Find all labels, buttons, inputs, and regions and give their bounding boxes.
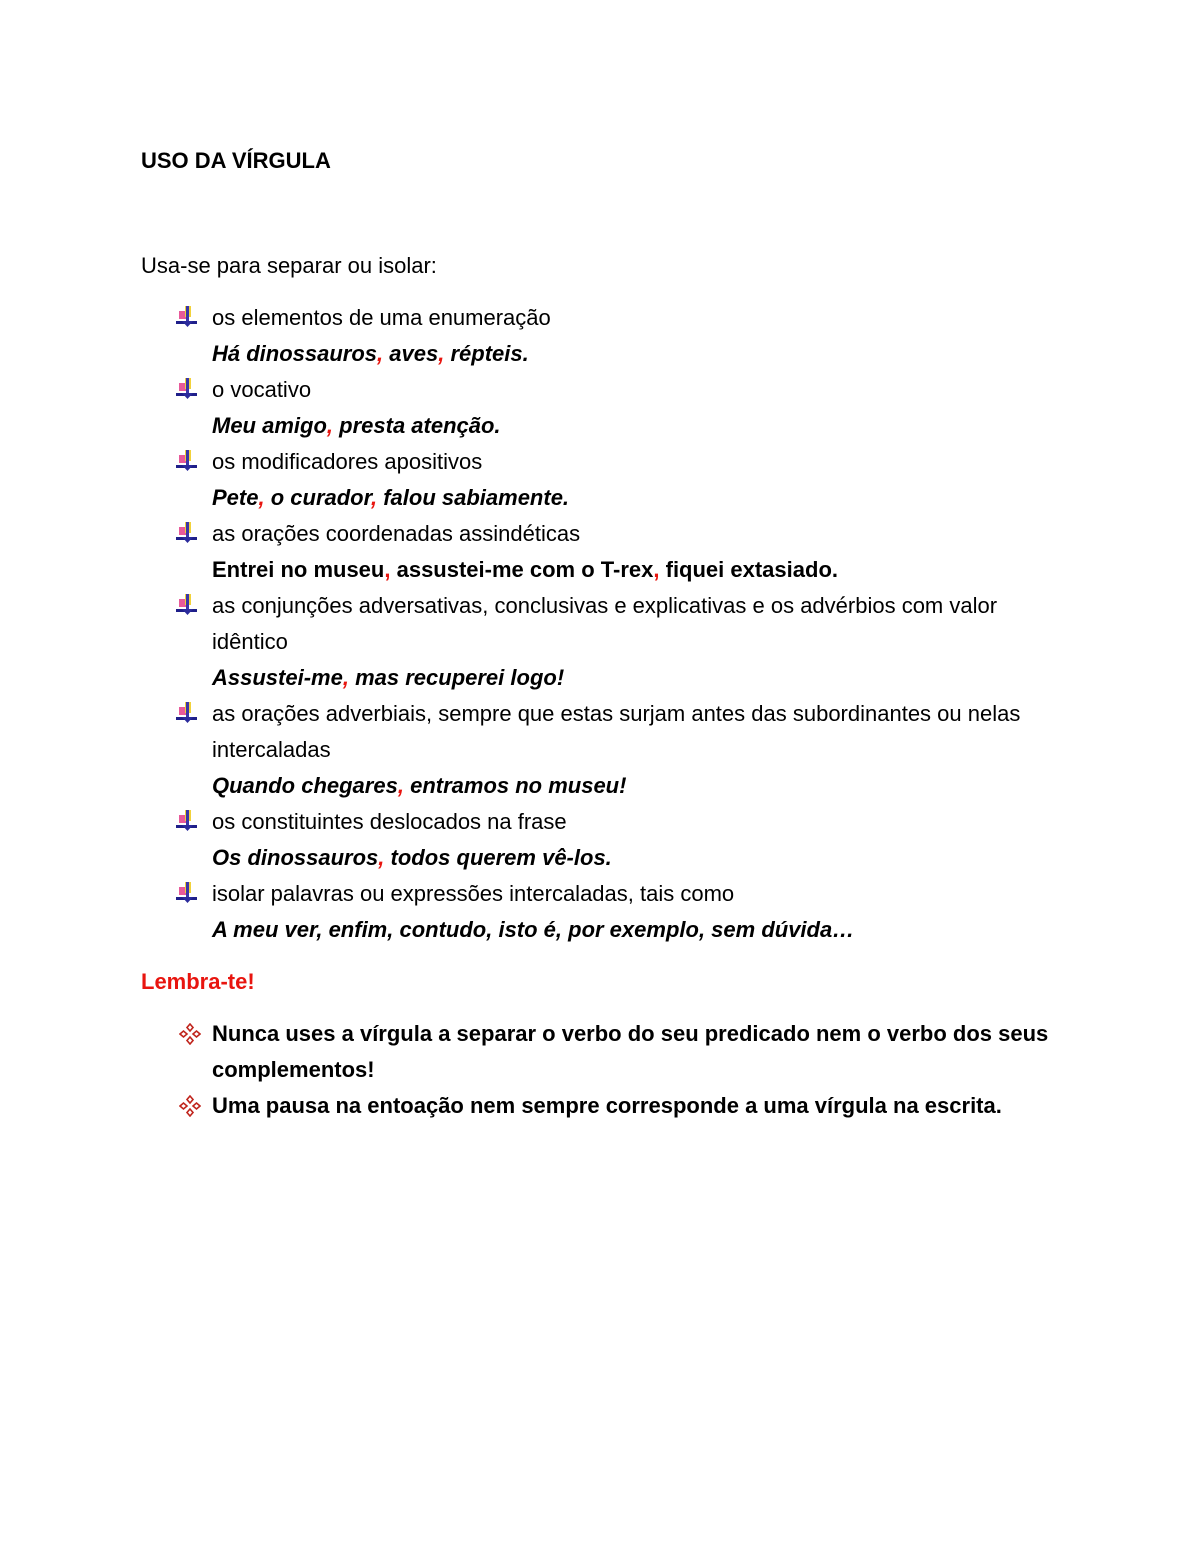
rule-text: as conjunções adversativas, conclusivas e explicativas e os advérbios com valor idêntico (212, 593, 998, 654)
example-comma: , (258, 485, 265, 510)
rule-item (0, 516, 1072, 588)
arrow-bullet-icon (174, 700, 200, 726)
arrow-bullet-icon (174, 520, 200, 546)
reminder-heading: Lembra-te! (141, 969, 255, 994)
example-segment: Meu amigo (212, 413, 327, 438)
example-segment: répteis. (444, 341, 529, 366)
rule-text: as orações adverbiais, sempre que estas surjam antes das subordinantes ou nelas intercaladas (212, 701, 1021, 762)
rule-example (212, 912, 1072, 948)
example-segment: Assustei-me (212, 665, 343, 690)
rule-item (0, 876, 1072, 948)
example-segment: todos querem vê-los. (384, 845, 612, 870)
reminder-item (0, 1016, 1072, 1088)
rule-text: as orações coordenadas assindéticas (212, 521, 581, 546)
rule-text: os constituintes deslocados na frase (212, 809, 567, 834)
four-diamond-bullet-icon (179, 1095, 201, 1117)
example-comma: , (397, 773, 404, 798)
example-comma: , (384, 557, 391, 582)
example-segment: Quando chegares (212, 773, 398, 798)
arrow-bullet-icon (174, 880, 200, 906)
arrow-bullet-icon (174, 808, 200, 834)
rule-example (212, 768, 1072, 804)
example-segment: fiquei extasiado. (659, 557, 838, 582)
rule-example (212, 552, 1072, 588)
rule-item (0, 372, 1072, 444)
arrow-bullet-icon (174, 304, 200, 330)
page-title: USO DA VÍRGULA (141, 148, 331, 173)
reminder-text: Uma pausa na entoação nem sempre corresponde a uma vírgula na escrita. (212, 1093, 1002, 1118)
example-comma: , (342, 665, 349, 690)
rule-item (0, 444, 1072, 516)
rule-example (212, 840, 1072, 876)
rule-item (0, 300, 1072, 372)
rule-item (0, 588, 1072, 696)
reminders-list (0, 1016, 1200, 1124)
arrow-bullet-icon (174, 592, 200, 618)
example-segment: entramos no museu! (403, 773, 627, 798)
arrow-bullet-icon (174, 376, 200, 402)
intro-text: Usa-se para separar ou isolar: (141, 253, 437, 278)
example-segment: falou sabiamente. (377, 485, 570, 510)
example-comma: , (370, 485, 378, 510)
example-segment: Entrei no museu (212, 557, 385, 582)
rule-example (212, 408, 1072, 444)
example-segment: aves (383, 341, 439, 366)
example-segment: assustei-me com o T-rex (390, 557, 654, 582)
rule-example (212, 660, 1072, 696)
reminder-text: Nunca uses a vírgula a separar o verbo do seu predicado nem o verbo dos seus complementos! (212, 1021, 1049, 1082)
example-segment: o curador (264, 485, 371, 510)
reminder-item (0, 1088, 1072, 1124)
example-segment: Pete (212, 485, 259, 510)
rule-text: os modificadores apositivos (212, 449, 483, 474)
rule-text: isolar palavras ou expressões intercaladas, tais como (212, 881, 735, 906)
example-comma: , (377, 341, 384, 366)
example-comma: , (438, 341, 445, 366)
rules-list (0, 300, 1200, 948)
rule-item (0, 804, 1072, 876)
four-diamond-bullet-icon (179, 1023, 201, 1045)
example-segment: Os dinossauros (212, 845, 379, 870)
arrow-bullet-icon (174, 448, 200, 474)
example-comma: , (326, 413, 334, 438)
example-segment: Há dinossauros (212, 341, 378, 366)
example-segment: A meu ver, enfim, contudo, isto é, por exemplo, sem dúvida… (212, 917, 855, 942)
example-segment: mas recuperei logo! (348, 665, 565, 690)
rule-text: os elementos de uma enumeração (212, 305, 551, 330)
rule-item (0, 696, 1072, 804)
rule-example (212, 480, 1072, 516)
example-segment: presta atenção. (333, 413, 501, 438)
rule-text: o vocativo (212, 377, 312, 402)
example-comma: , (378, 845, 385, 870)
rule-example (212, 336, 1072, 372)
example-comma: , (653, 557, 660, 582)
